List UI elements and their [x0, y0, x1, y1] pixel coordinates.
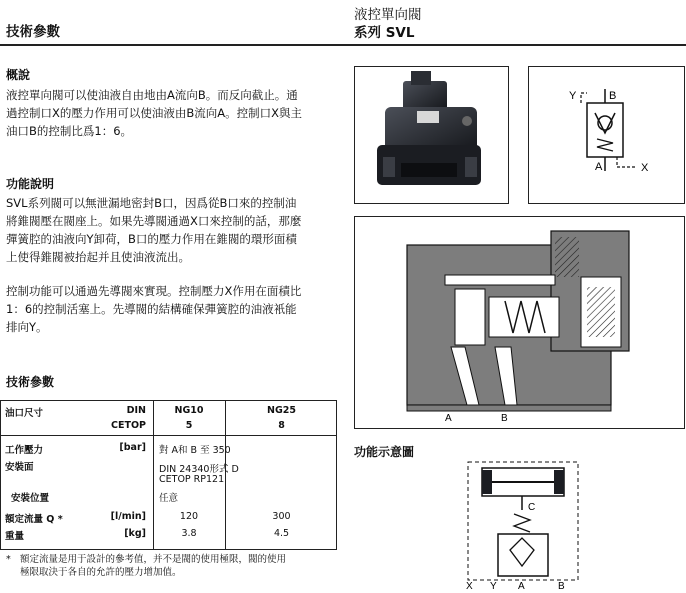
- cetop-label: CETOP: [111, 420, 146, 431]
- function-line: SVL系列閥可以無泄漏地密封B口，因爲從B口來的控制油: [6, 196, 297, 210]
- ng25-cetop: 8: [278, 420, 285, 431]
- function-paragraph-2: [6, 282, 336, 336]
- function-schematic: [458, 458, 588, 592]
- product-series: 系列 SVL: [354, 25, 415, 41]
- mounting-value: CETOP RP121: [159, 474, 225, 485]
- position-label: 安裝位置: [11, 493, 50, 504]
- symbol-label-a: A: [595, 161, 603, 173]
- hydraulic-symbol: [529, 67, 684, 203]
- pressure-label: 工作壓力: [5, 445, 44, 456]
- weight-ng25: 4.5: [273, 528, 290, 539]
- schematic-label-y: Y: [490, 581, 497, 592]
- section-label-a: A: [445, 413, 452, 424]
- tech-heading: 技術參數: [6, 375, 55, 389]
- footnote: [6, 553, 336, 579]
- pressure-unit: [bar]: [119, 442, 146, 453]
- din-label: DIN: [126, 405, 146, 416]
- function-line: 1：6的控制活塞上。先導閥的結構確保彈簧腔的油液衹能: [6, 302, 297, 316]
- overview-heading: 概說: [6, 68, 31, 82]
- section-drawing: [355, 217, 684, 428]
- function-line: 彈簧腔的油液向Y卸荷，B口的壓力作用在錐閥的環形面積: [6, 232, 297, 246]
- schematic-label-b: B: [558, 581, 565, 592]
- function-line: 將錐閥壓在閥座上。如果先導閥通過X口來控制的話，那麼: [6, 214, 302, 228]
- page-section-title: 技術參數: [6, 24, 60, 40]
- overview-line: 過控制口X的壓力作用可以使油液由B流向A。控制口X與主: [6, 106, 303, 120]
- flow-label: 額定流量 Q *: [5, 514, 63, 525]
- flow-ng25: 300: [272, 511, 291, 522]
- weight-ng10: 3.8: [181, 528, 197, 539]
- schematic-heading: 功能示意圖: [354, 445, 415, 459]
- port-size-label: 油口尺寸: [5, 408, 44, 419]
- footnote-line: 額定流量是用于設計的參考值，并不是閥的使用極限，閥的使用: [20, 554, 287, 565]
- table-divider: [1, 435, 336, 436]
- product-photo: [355, 67, 508, 203]
- tech-table: [0, 400, 337, 550]
- function-line: 上使得錐閥被抬起并且使油液流出。: [6, 250, 190, 264]
- position-value: 任意: [159, 493, 179, 504]
- schematic-label-x: X: [466, 581, 473, 592]
- function-line: 排向Y。: [6, 320, 48, 334]
- product-photo-frame: [354, 66, 509, 204]
- symbol-label-b: B: [609, 90, 617, 102]
- mounting-value: DIN 24340形式 D: [159, 464, 239, 475]
- product-title: 液控單向閥: [354, 7, 422, 23]
- function-paragraph: [6, 194, 336, 266]
- mounting-label: 安裝面: [5, 462, 34, 473]
- function-line: 控制功能可以通過先導閥來實現。控制壓力X作用在面積比: [6, 284, 302, 298]
- symbol-label-y: Y: [569, 90, 577, 102]
- section-label-b: B: [501, 413, 508, 424]
- header-rule: [0, 44, 686, 46]
- section-drawing-frame: [354, 216, 685, 429]
- ng10-cetop: 5: [185, 420, 193, 431]
- ng25-header: NG25: [267, 405, 296, 416]
- overview-paragraph: [6, 86, 336, 140]
- schematic-label-c: C: [528, 502, 536, 513]
- footnote-line: 極限取決于各自的允許的壓力增加值。: [20, 567, 182, 578]
- footnote-mark: *: [6, 554, 11, 565]
- flow-unit: [l/min]: [110, 511, 146, 522]
- function-heading: 功能說明: [6, 177, 55, 191]
- weight-unit: [kg]: [124, 528, 146, 539]
- symbol-label-x: X: [641, 162, 649, 174]
- overview-line: 液控單向閥可以使油液自由地由A流向B。而反向截止。通: [6, 88, 298, 102]
- pressure-value: 對 A和 B 至 350: [159, 445, 231, 456]
- weight-label: 重量: [5, 531, 25, 542]
- flow-ng10: 120: [179, 511, 199, 522]
- symbol-frame: [528, 66, 685, 204]
- overview-line: 油口B的控制比爲1：6。: [6, 124, 133, 138]
- ng10-header: NG10: [174, 405, 204, 416]
- schematic-label-a: A: [518, 581, 525, 592]
